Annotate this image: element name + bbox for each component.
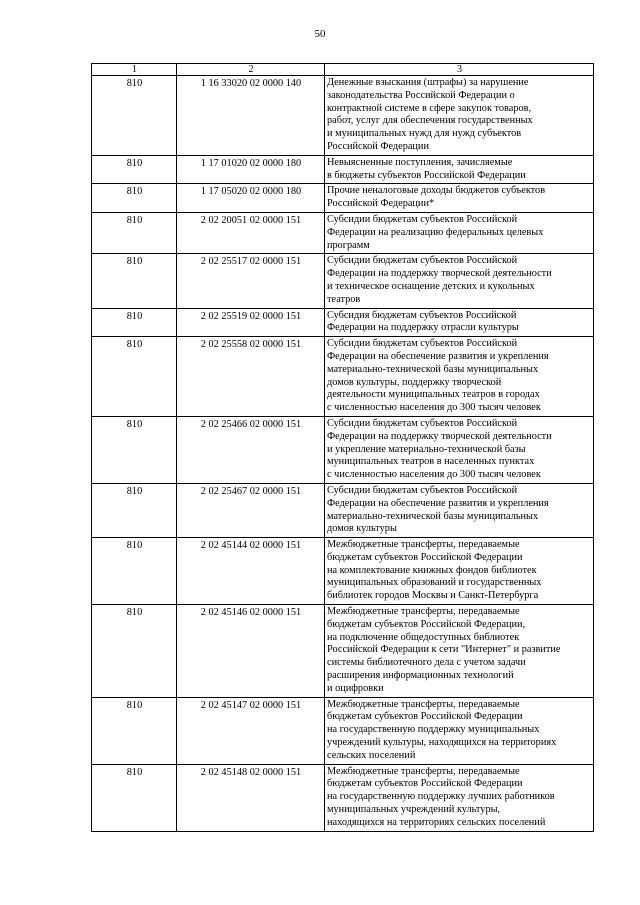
revenue-code-cell: 2 02 25519 02 0000 151 <box>177 308 325 337</box>
admin-code-cell: 810 <box>92 697 177 764</box>
column-header-3: 3 <box>325 64 594 76</box>
revenue-description-cell: Субсидии бюджетам субъектов Российской Федерации на обеспечение развития и укрепления материально-технической базы муниципальных домов культуры <box>325 483 594 537</box>
revenue-description-cell: Прочие неналоговые доходы бюджетов субъектов Российской Федерации* <box>325 184 594 213</box>
revenue-description-cell: Субсидии бюджетам субъектов Российской Федерации на обеспечение развития и укрепления материально-технической базы муниципальных домов культуры, поддержку творческой деятельности муниципальных театров в городах с численностью населения до 300 тысяч человек <box>325 337 594 417</box>
table-row <box>92 184 594 213</box>
table-row <box>92 538 594 605</box>
admin-code-cell: 810 <box>92 76 177 156</box>
page-number: 50 <box>314 28 326 40</box>
revenue-code-cell: 2 02 45144 02 0000 151 <box>177 538 325 605</box>
revenue-description-cell: Межбюджетные трансферты, передаваемые бюджетам субъектов Российской Федерации на комплектование книжных фондов библиотек муниципальных образований и государственных библиотек городов Москвы и Санкт-Петербурга <box>325 538 594 605</box>
revenue-code-cell: 1 17 05020 02 0000 180 <box>177 184 325 213</box>
table-row <box>92 308 594 337</box>
table-row <box>92 76 594 156</box>
revenue-code-cell: 1 17 01020 02 0000 180 <box>177 155 325 184</box>
table-row <box>92 337 594 417</box>
revenue-code-cell: 2 02 20051 02 0000 151 <box>177 212 325 253</box>
revenue-code-cell: 2 02 25466 02 0000 151 <box>177 416 325 483</box>
revenue-description-cell: Субсидии бюджетам субъектов Российской Федерации на поддержку творческой деятельности и укрепление материально-технической базы муниципальных театров в населенных пунктах с численностью населения до 300 тысяч человек <box>325 416 594 483</box>
admin-code-cell: 810 <box>92 483 177 537</box>
revenue-code-cell: 2 02 45148 02 0000 151 <box>177 764 325 831</box>
revenue-description-cell: Межбюджетные трансферты, передаваемые бюджетам субъектов Российской Федерации, на подключение общедоступных библиотек Российской Федерации к сети "Интернет" и развитие системы библиотечного дела с учетом задачи расширения информационных технологий и оцифровки <box>325 605 594 698</box>
admin-code-cell: 810 <box>92 538 177 605</box>
admin-code-cell: 810 <box>92 416 177 483</box>
revenue-code-cell: 2 02 45146 02 0000 151 <box>177 605 325 698</box>
column-header-1: 1 <box>92 64 177 76</box>
admin-code-cell: 810 <box>92 254 177 308</box>
revenue-description-cell: Межбюджетные трансферты, передаваемые бюджетам субъектов Российской Федерации на государственную поддержку лучших работников муниципальных учреждений культуры, находящихся на территориях сельских поселений <box>325 764 594 831</box>
admin-code-cell: 810 <box>92 764 177 831</box>
table-row <box>92 416 594 483</box>
revenue-description-cell: Субсидии бюджетам субъектов Российской Федерации на реализацию федеральных целевых программ <box>325 212 594 253</box>
admin-code-cell: 810 <box>92 308 177 337</box>
table-header-row <box>92 64 594 76</box>
table-row <box>92 155 594 184</box>
revenue-description-cell: Денежные взыскания (штрафы) за нарушение законодательства Российской Федерации о контрактной системе в сфере закупок товаров, работ, услуг для обеспечения государственных и муниципальных нужд для нужд субъектов Российской Федерации <box>325 76 594 156</box>
revenue-code-cell: 1 16 33020 02 0000 140 <box>177 76 325 156</box>
admin-code-cell: 810 <box>92 605 177 698</box>
revenue-description-cell: Субсидия бюджетам субъектов Российской Федерации на поддержку отрасли культуры <box>325 308 594 337</box>
admin-code-cell: 810 <box>92 155 177 184</box>
admin-code-cell: 810 <box>92 212 177 253</box>
column-header-2: 2 <box>177 64 325 76</box>
revenue-code-cell: 2 02 25558 02 0000 151 <box>177 337 325 417</box>
table-row <box>92 605 594 698</box>
table-row <box>92 254 594 308</box>
admin-code-cell: 810 <box>92 337 177 417</box>
table-row <box>92 764 594 831</box>
revenue-code-cell: 2 02 25517 02 0000 151 <box>177 254 325 308</box>
table-row <box>92 483 594 537</box>
table-row <box>92 697 594 764</box>
revenue-description-cell: Межбюджетные трансферты, передаваемые бюджетам субъектов Российской Федерации на государственную поддержку муниципальных учреждений культуры, находящихся на территориях сельских поселений <box>325 697 594 764</box>
admin-code-cell: 810 <box>92 184 177 213</box>
revenue-code-cell: 2 02 25467 02 0000 151 <box>177 483 325 537</box>
revenue-description-cell: Невыясненные поступления, зачисляемые в бюджеты субъектов Российской Федерации <box>325 155 594 184</box>
revenue-code-cell: 2 02 45147 02 0000 151 <box>177 697 325 764</box>
revenue-description-cell: Субсидии бюджетам субъектов Российской Федерации на поддержку творческой деятельности и техническое оснащение детских и кукольных театров <box>325 254 594 308</box>
table-row <box>92 212 594 253</box>
revenue-codes-table <box>91 63 594 832</box>
